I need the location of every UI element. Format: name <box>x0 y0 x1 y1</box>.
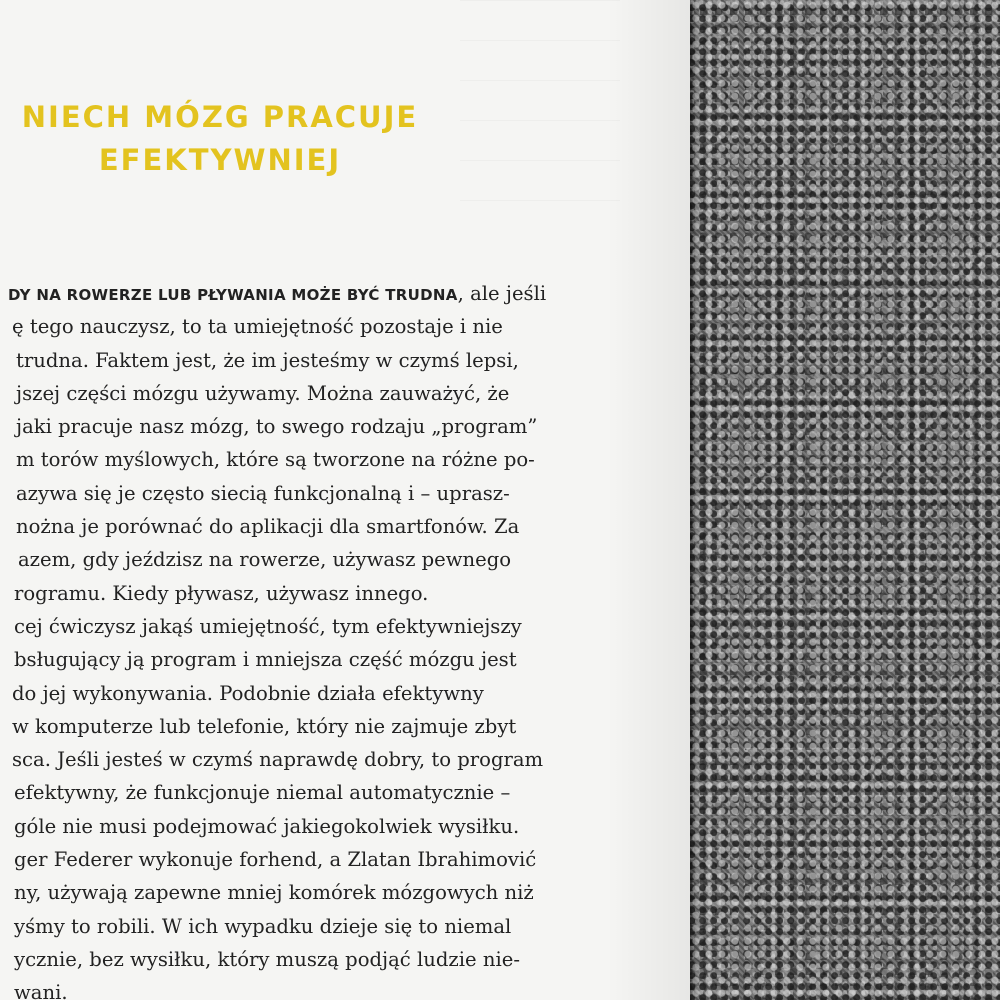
text-line: nożna je porównać do aplikacji dla smartfonów. Za <box>16 515 520 539</box>
text-line: wani. <box>14 981 68 1000</box>
text-line: azywa się je często siecią funkcjonalną i – uprasz- <box>16 481 510 505</box>
text-line: trudna. Faktem jest, że im jesteśmy w czymś lepsi, <box>16 348 519 372</box>
show-through-text <box>460 0 620 240</box>
body-paragraph <box>0 277 565 1000</box>
text-line: jaki pracuje nasz mózg, to swego rodzaju „program” <box>16 415 538 439</box>
text-line: cej ćwiczysz jakąś umiejętność, tym efektywniejszy <box>14 614 522 638</box>
text-line: ny, używają zapewne mniej komórek mózgowych niż <box>14 881 534 905</box>
heading-line-2: EFEKTYWNIEJ <box>98 143 342 177</box>
text-line: rogramu. Kiedy pływasz, używasz innego. <box>14 581 429 605</box>
text-line: azem, gdy jeździsz na rowerze, używasz pewnego <box>18 548 512 572</box>
text-line-0 <box>0 277 565 310</box>
chapter-heading <box>0 96 440 182</box>
text-line: ę tego nauczysz, to ta umiejętność pozostaje i nie <box>12 315 503 339</box>
text-line: jszej części mózgu używamy. Można zauważyć, że <box>16 381 510 405</box>
carpet-background <box>640 0 1000 1000</box>
text-line: do jej wykonywania. Podobnie działa efektywny <box>12 681 484 705</box>
text-line: ger Federer wykonuje forhend, a Zlatan Ibrahimović <box>14 848 537 872</box>
heading-line-1: NIECH MÓZG PRACUJE <box>21 100 419 134</box>
text-line: bsługujący ją program i mniejsza część mózgu jest <box>14 648 517 672</box>
lead-in-tail: , ale jeśli <box>457 282 547 305</box>
text-line: w komputerze lub telefonie, który nie zajmuje zbyt <box>12 714 517 738</box>
lead-in-smallcaps: DY NA ROWERZE LUB PŁYWANIA MOŻE BYĆ TRUDNA <box>8 286 458 304</box>
text-line: m torów myślowych, które są tworzone na różne po- <box>16 448 535 472</box>
text-line: ycznie, bez wysiłku, który muszą podjąć ludzie nie- <box>14 947 520 971</box>
text-line: gólе nie musi podejmować jakiegokolwiek wysiłku. <box>14 814 520 838</box>
text-line: yśmy to robili. W ich wypadku dzieje się to niemal <box>14 914 512 938</box>
text-line: sca. Jeśli jesteś w czymś naprawdę dobry, to program <box>12 748 544 772</box>
text-line: efektywny, że funkcjonuje niemal automatycznie – <box>14 781 511 805</box>
